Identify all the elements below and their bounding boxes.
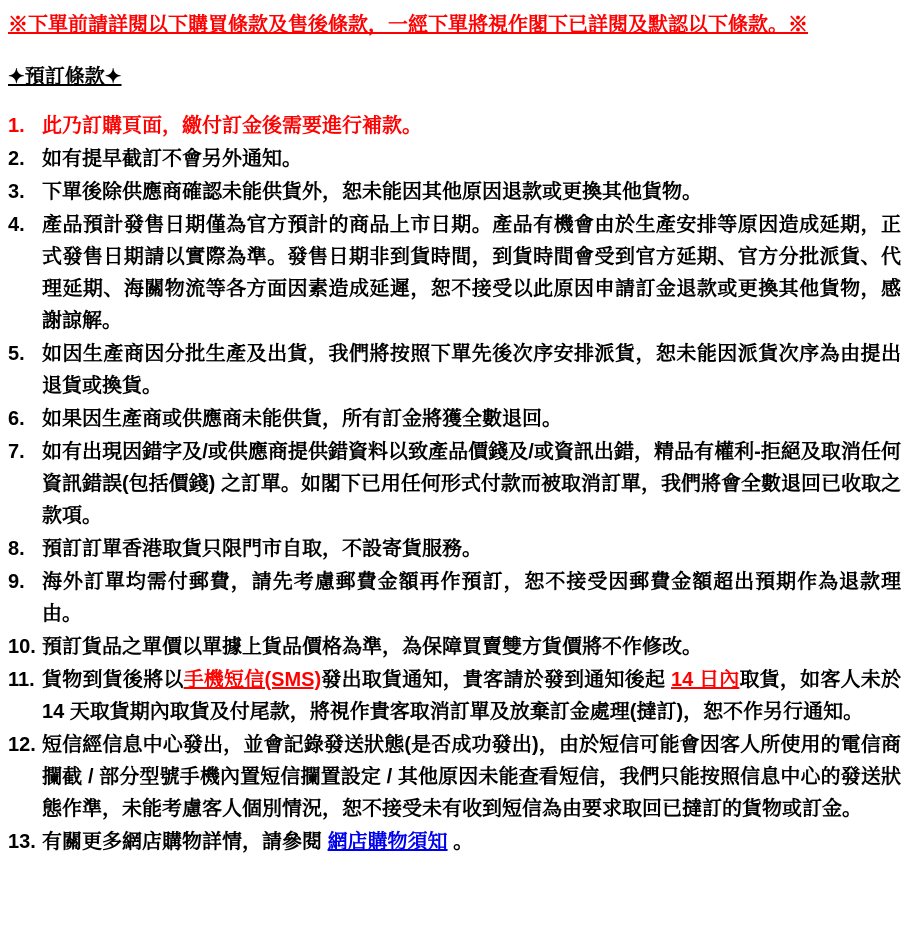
term-item [8, 729, 901, 825]
term-item [8, 631, 901, 663]
term-segment: 此乃訂購頁面，繳付訂金後需要進行補款。 [42, 115, 422, 137]
term-text [42, 826, 901, 858]
term-number: 7. [8, 441, 25, 463]
term-item [8, 176, 901, 208]
term-item [8, 566, 901, 630]
terms-list [8, 110, 901, 858]
term-text [42, 664, 901, 728]
term-text [42, 729, 901, 825]
shop-guide-link[interactable]: 網店購物須知 [327, 831, 448, 853]
term-text [42, 338, 901, 402]
term-text [42, 209, 901, 337]
term-number: 4. [8, 214, 25, 236]
term-text [42, 533, 901, 565]
term-text [42, 110, 901, 142]
term-item [8, 533, 901, 565]
term-text [42, 143, 901, 175]
term-text [42, 176, 901, 208]
term-segment: 如因生產商因分批生產及出貨，我們將按照下單先後次序安排派貨，恕未能因派貨次序為由提出退貨或換貨。 [42, 343, 901, 397]
term-segment: 預訂貨品之單價以單據上貨品價格為準，為保障買賣雙方貨價將不作修改。 [42, 636, 702, 658]
term-segment: 下單後除供應商確認未能供貨外，恕未能因其他原因退款或更換其他貨物。 [42, 181, 702, 203]
term-segment: 預訂訂單香港取貨只限門市自取，不設寄貨服務。 [42, 538, 482, 560]
term-segment: 有關更多網店購物詳情，請參閱 [42, 831, 328, 853]
term-item [8, 403, 901, 435]
term-text [42, 403, 901, 435]
term-number: 11. [8, 669, 35, 691]
term-number: 10. [8, 636, 36, 658]
term-item [8, 436, 901, 532]
term-text [42, 436, 901, 532]
term-segment: 如有提早截訂不會另外通知。 [42, 148, 302, 170]
term-number: 3. [8, 181, 25, 203]
term-segment: 。 [447, 831, 474, 853]
term-text [42, 566, 901, 630]
term-text [42, 631, 901, 663]
term-item [8, 110, 901, 142]
term-number: 2. [8, 148, 25, 170]
term-number: 5. [8, 343, 25, 365]
deadline-highlight: 14 日內 [670, 669, 740, 691]
term-item [8, 209, 901, 337]
term-item [8, 826, 901, 858]
term-item [8, 143, 901, 175]
term-number: 13. [8, 831, 36, 853]
term-segment: 取貨，如客人未於 14 天取貨期內取貨及付尾款，將視作貴客取消訂單及放棄訂金處理(撻訂)，恕不作另行通知。 [42, 669, 902, 723]
term-number: 12. [8, 734, 36, 756]
term-segment: 如果因生產商或供應商未能供貨，所有訂金將獲全數退回。 [42, 408, 562, 430]
purchase-notice: ※下單前請詳閱以下購買條款及售後條款，一經下單將視作閣下已詳閱及默認以下條款。※ [8, 14, 808, 36]
sms-highlight: 手機短信(SMS) [183, 669, 322, 691]
term-segment: 貨物到貨後將以 [42, 669, 184, 691]
section-title-preorder-terms: ✦預訂條款✦ [8, 66, 122, 88]
term-item [8, 338, 901, 402]
term-number: 8. [8, 538, 25, 560]
term-segment: 海外訂單均需付郵費，請先考慮郵費金額再作預訂，恕不接受因郵費金額超出預期作為退款理由。 [42, 571, 901, 625]
term-segment: 產品預計發售日期僅為官方預計的商品上市日期。產品有機會由於生產安排等原因造成延期，正式發售日期請以實際為準。發售日期非到貨時間，到貨時間會受到官方延期、官方分批派貨、代理延期、海關物流等各方面因素造成延遲，恕不接受以此原因申請訂金退款或更換其他貨物，感謝諒解。 [42, 214, 901, 332]
term-number: 1. [8, 115, 25, 137]
term-segment: 短信經信息中心發出，並會記錄發送狀態(是否成功發出)，由於短信可能會因客人所使用的電信商攔截 / 部分型號手機內置短信攔置設定 / 其他原因未能查看短信，我們只能按照信息中心的發送狀態作準，未能考慮客人個別情況，恕不接受未有收到短信為由要求取回已撻訂的貨物或訂金。 [42, 734, 901, 820]
term-number: 6. [8, 408, 25, 430]
term-segment: 發出取貨通知，貴客請於發到通知後起 [321, 669, 671, 691]
term-number: 9. [8, 571, 25, 593]
term-segment: 如有出現因錯字及/或供應商提供錯資料以致產品價錢及/或資訊出錯，精品有權利-拒絕及取消任何資訊錯誤(包括價錢) 之訂單。如閣下已用任何形式付款而被取消訂單，我們將會全數退回已收取之款項。 [42, 441, 901, 527]
term-item [8, 664, 901, 728]
